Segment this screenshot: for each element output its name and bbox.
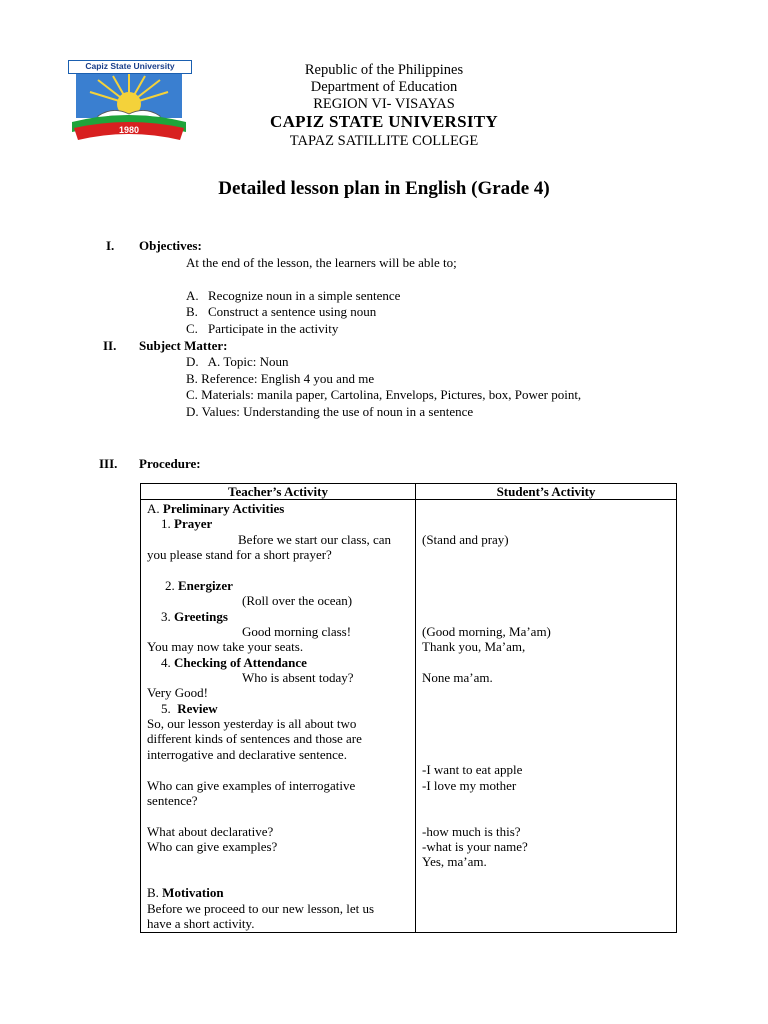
objective-marker-b: B. bbox=[186, 304, 198, 319]
prayer-line-1: Before we start our class, can bbox=[238, 532, 392, 547]
review-number: 5. bbox=[161, 701, 178, 716]
header-university: CAPIZ STATE UNIVERSITY bbox=[270, 112, 498, 131]
objectives-intro: At the end of the lesson, the learners will be able to; bbox=[186, 255, 457, 270]
student-example-3: -how much is this? bbox=[422, 824, 521, 839]
greetings-number: 3. bbox=[161, 609, 174, 624]
prayer-number: 1. bbox=[161, 516, 174, 531]
header-department: Department of Education bbox=[310, 79, 458, 95]
objectives-heading: Objectives: bbox=[139, 238, 202, 253]
prelim-marker: A. bbox=[147, 501, 163, 516]
logo-banner-text: Capiz State University bbox=[68, 60, 192, 74]
student-activity-cell bbox=[416, 500, 677, 933]
teacher-activity-cell bbox=[141, 500, 416, 933]
motivation-label: Motivation bbox=[162, 885, 224, 900]
procedure-heading: Procedure: bbox=[139, 456, 201, 471]
student-response-yes: Yes, ma’am. bbox=[422, 854, 487, 869]
objective-item-b: Construct a sentence using noun bbox=[208, 304, 377, 319]
subject-topic: D. A. Topic: Noun bbox=[186, 354, 289, 369]
header-region: REGION VI- VISAYAS bbox=[313, 96, 455, 112]
energizer-label: Energizer bbox=[178, 578, 233, 593]
review-line-3: interrogative and declarative sentence. bbox=[147, 747, 347, 762]
review-line-4: Who can give examples of interrogative bbox=[147, 778, 356, 793]
student-response-attendance: None ma’am. bbox=[422, 670, 493, 685]
student-example-2: -I love my mother bbox=[422, 778, 517, 793]
subject-values: D. Values: Understanding the use of noun in a sentence bbox=[186, 404, 474, 419]
greetings-label: Greetings bbox=[174, 609, 228, 624]
objectives-number: I. bbox=[106, 238, 115, 253]
motivation-marker: B. bbox=[147, 885, 163, 900]
review-line-5: sentence? bbox=[147, 793, 198, 808]
objective-marker-c: C. bbox=[186, 321, 198, 336]
attendance-line-1: Who is absent today? bbox=[242, 670, 354, 685]
review-label: Review bbox=[177, 701, 218, 716]
column-header-student: Student’s Activity bbox=[416, 484, 677, 500]
procedure-number: III. bbox=[99, 456, 118, 471]
column-header-teacher: Teacher’s Activity bbox=[141, 484, 416, 500]
objective-item-c: Participate in the activity bbox=[208, 321, 339, 336]
objective-marker-a: A. bbox=[186, 288, 199, 303]
subject-reference: B. Reference: English 4 you and me bbox=[186, 371, 375, 386]
energizer-number: 2. bbox=[165, 578, 178, 593]
energizer-line-1: (Roll over the ocean) bbox=[242, 593, 353, 608]
procedure-table bbox=[140, 483, 677, 933]
prayer-line-2: you please stand for a short prayer? bbox=[147, 547, 332, 562]
attendance-label: Checking of Attendance bbox=[174, 655, 307, 670]
greetings-line-1: Good morning class! bbox=[242, 624, 352, 639]
attendance-number: 4. bbox=[161, 655, 174, 670]
page-title: Detailed lesson plan in English (Grade 4) bbox=[218, 178, 550, 199]
student-example-1: -I want to eat apple bbox=[422, 762, 523, 777]
motivation-line-2: have a short activity. bbox=[147, 916, 255, 931]
student-response-thanks: Thank you, Ma’am, bbox=[422, 639, 526, 654]
subject-matter-heading: Subject Matter: bbox=[139, 338, 228, 353]
review-line-6: What about declarative? bbox=[147, 824, 274, 839]
prayer-label: Prayer bbox=[174, 516, 213, 531]
subject-materials: C. Materials: manila paper, Cartolina, Envelops, Pictures, box, Power point, bbox=[186, 387, 582, 402]
review-line-7: Who can give examples? bbox=[147, 839, 278, 854]
attendance-line-2: Very Good! bbox=[147, 685, 209, 700]
logo-year: 1980 bbox=[118, 125, 140, 135]
motivation-line-1: Before we proceed to our new lesson, let us bbox=[147, 901, 375, 916]
student-response-greeting: (Good morning, Ma’am) bbox=[422, 624, 551, 639]
review-line-2: different kinds of sentences and those are bbox=[147, 731, 362, 746]
header-republic: Republic of the Philippines bbox=[304, 62, 464, 78]
greetings-line-2: You may now take your seats. bbox=[147, 639, 304, 654]
header-college: TAPAZ SATILLITE COLLEGE bbox=[289, 133, 479, 149]
student-response-prayer: (Stand and pray) bbox=[422, 532, 509, 547]
student-example-4: -what is your name? bbox=[422, 839, 528, 854]
subject-matter-number: II. bbox=[103, 338, 117, 353]
objective-item-a: Recognize noun in a simple sentence bbox=[208, 288, 401, 303]
review-line-1: So, our lesson yesterday is all about two bbox=[147, 716, 357, 731]
prelim-label: Preliminary Activities bbox=[162, 501, 285, 516]
